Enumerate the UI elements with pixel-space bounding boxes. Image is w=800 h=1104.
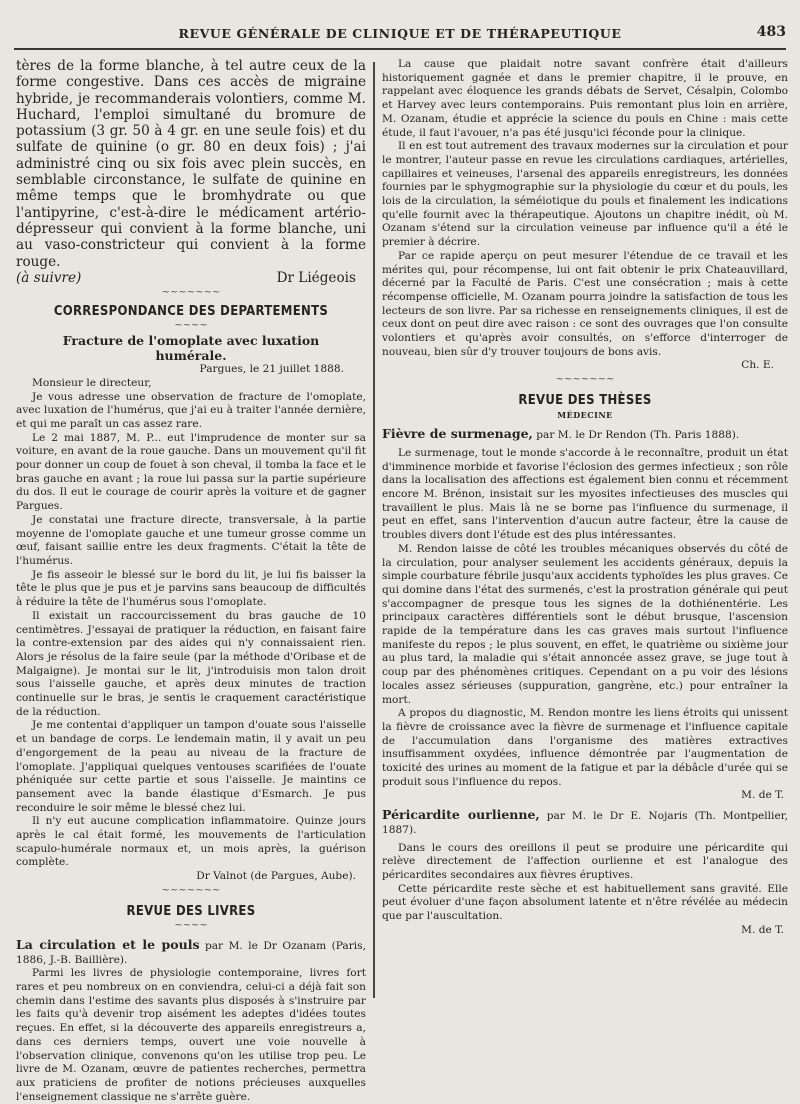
a-suivre-note: (à suivre) (16, 269, 82, 286)
fracture-paragraph: Je vous adresse une observation de fracture de l'omoplate, avec luxation de l'humérus, que j'ai eu à traiter l'année dernière, et qui me paraît un cas assez rare. (16, 390, 366, 430)
fracture-paragraph: Je fis asseoir le blessé sur le bord du lit, je lui fis baisser la tête le plus que je pus et je parvins sans beaucoup de difficultés à réduire la tête de l'humérus sous l'omoplate. (16, 568, 366, 609)
article-heading-surmenage (382, 426, 788, 443)
signature-m-de-t: M. de T. (741, 789, 784, 802)
livres-continuation: Par ce rapide aperçu on peut mesurer l'étendue de ce travail et les mérites qui, pour récompense, lui ont fait obtenir le prix Chateauvillard, décerné par la Faculté de Paris. C'est une consécration ; mais à cette récompense officielle, M. Ozanam pourra joindre la satisfaction de tous les lecteurs de son livre. Par sa richesse en renseignements cliniques, il est de ceux dont on peut dire avec raison : ce sont des ouvrages que l'on consulte volontiers et qu'après avoir consultés, on s'efforce d'interroger de nouveau, bien sûr d'y trouver toujours de bons avis. (382, 249, 788, 358)
fracture-paragraph: Il n'y eut aucune complication inflammatoire. Quinze jours après le cal était formé, les mouvements de l'articulation scapulo-humérale normaux et, un mois après, la guérison complète. (16, 815, 366, 869)
article-title-author: par M. le Dr E. Nojaris (Th. Montpellier, 1887). (382, 810, 788, 836)
surmenage-paragraph: Le surmenage, tout le monde s'accorde à le reconnaître, produit un état d'imminence morbide et favorise l'éclosion des germes infectieux ; son rôle dans la localisation des affections est également bien connu et récemment encore M. Brénon, insistait sur les myosites infectieuses des muscles qui travaillent le plus. Mais là ne se borne pas l'influence du surmenage, il peut en effet, sans l'intervention d'aucun autre facteur, être la cause de troubles divers dont l'étude est des plus intéressantes. (382, 446, 788, 542)
section-theses: REVUE DES THÈSES (518, 393, 652, 409)
page-number: 483 (756, 24, 786, 40)
surmenage-paragraph: A propos du diagnostic, M. Rendon montre les liens étroits qui unissent la fièvre de croissance avec la fièvre de surmenage et l'influence capitale de l'accumulation dans l'organisme des matières extractives insuffisamment oxydées, influence démontrée par l'augmentation de toxicité des urines au moment de la fatigue et par la débâcle d'urée qui se produit sous l'influence du repos. (382, 707, 788, 788)
article-title-author: par M. le Dr Rendon (Th. Paris 1888). (532, 429, 740, 442)
article-title-author: par M. le Dr Ozanam (Paris, 1886, J.-B. Baillière). (16, 939, 366, 966)
page-header (14, 24, 786, 50)
livres-paragraph: Parmi les livres de physiologie contemporaine, livres fort rares et peu nombreux on en conviendra, celui-ci a déjà fait son chemin dans l'estime des savants plus disposés à s'instruire par les faits qu'à devenir trop aisément les adeptes d'idées toutes reçues. En effet, si la découverte des appareils enregistreurs a, dans ces derniers temps, ouvert une voie nouvelle à l'observation clinique, convenons qu'on les utilise trop peu. Le livre de M. Ozanam, œuvre de patientes recherches, permettra aux praticiens de profiter de notions précieuses auxquelles l'enseignement classique ne s'arrête guère. (16, 967, 366, 1103)
migraine-continuation: tères de la forme blanche, à tel autre ceux de la forme congestive. Dans ces accès de migraine hybride, je recommanderais volontiers, comme M. Huchard, l'emploi simultané du bromure de potassium (3 gr. 50 à 4 gr. en une seule fois) et du sulfate de quinine (o gr. 80 en deux fois) ; j'ai administré cinq ou six fois avec plein succès, en semblable circonstance, le sulfate de quinine en même temps que le bromhydrate ou que l'antipyrine, c'est-à-dire le médicament artério-dépresseur qui convient à la forme blanche, uni au vaso-constricteur qui convient à la forme rouge. (16, 58, 366, 270)
signature-valnot: Dr Valnot (de Pargues, Aube). (196, 870, 356, 883)
right-column (382, 58, 788, 1040)
signature-row (16, 270, 366, 286)
section-livres: REVUE DES LIVRES (126, 903, 256, 919)
article-heading-pericardite (382, 807, 788, 837)
fracture-paragraph: Le 2 mai 1887, M. P... eut l'imprudence de monter sur sa voiture, en avant de la roue gauche. Dans un mouvement qu'il fit pour donner un coup de fouet à son cheval, il tomba la face et le bras gauche en avant ; la roue lui passa sur la partie supérieure du dos. Il eut le courage de courir après la voiture et de gagner Pargues. (16, 431, 366, 513)
fracture-paragraph: Je me contentai d'appliquer un tampon d'ouate sous l'aisselle et un bandage de corps. Le lendemain matin, il y avait un peu d'engorgement de la peau au niveau de la fracture de l'omoplate. J'appliquai quelques ventouses scarifiées de l'ouate phéniquée sur cette partie et sous l'aisselle. Je maintins ce pansement avec la bande élastique d'Esmarch. Je pus reconduire le soir même le blessé chez lui. (16, 719, 366, 814)
column-divider (373, 62, 375, 998)
pericardite-paragraph: Cette péricardite reste sèche et est habituellement sans gravité. Elle peut évoluer d'une façon absolument latente et n'être révélée au médecin que par l'auscultation. (382, 882, 788, 923)
ornament-divider: ~~~~ (174, 919, 208, 931)
article-heading-circulation (16, 937, 366, 967)
subsection-medecine: MÉDECINE (557, 410, 613, 421)
pericardite-paragraph: Dans le cours des oreillons il peut se produire une péricardite qui relève directement de l'affection ourlienne et est l'analogue des péricardites secondaires aux fièvres éruptives. (382, 841, 788, 881)
ornament-divider: ~~~~ (174, 320, 208, 332)
article-title-fracture: Fracture de l'omoplate avec luxation humérale. (62, 333, 320, 364)
signature-ch-e: Ch. E. (741, 359, 774, 372)
signature-m-de-t: M. de T. (741, 923, 784, 936)
left-column (16, 58, 366, 1103)
surmenage-paragraph: M. Rendon laisse de côté les troubles mécaniques observés du côté de la circulation, pour analyser seulement les accidents généraux, depuis la simple courbature fébrile jusqu'aux accidents typhoïdes les plus graves. Ce qui domine dans l'état des surmenés, c'est la prostration générale qui peut s'accompagner de presque tous les signes de la dothiénentérie. Les principaux caractères différentiels sont le début brusque, l'ascension rapide de la température dans les cas graves mais surtout l'influence manifeste du repos ; le plus souvent, en effet, le quatrième ou sixième jour au plus tard, la maladie qui s'était annoncée assez grave, se juge tout à coup par des phénomènes critiques. Cependant on a pu voir des lésions locales assez sérieuses (suppuration, gangrène, etc.) pour entraîner la mort. (382, 542, 788, 706)
signature-liegeois: Dr Liégeois (276, 269, 356, 286)
article-title-circulation: La circulation et le pouls (16, 936, 200, 952)
livres-continuation: Il en est tout autrement des travaux modernes sur la circulation et pour le montrer, l'auteur passe en revue les circulations cardiaques, artérielles, capillaires et veineuses, l'arsenal des appareils enregistreurs, les données fournies par le sphygmographie sur la physiologie du cœur et du pouls, les lois de la circulation, la séméiotique du pouls et finalement les indications qu'elle fournit avec la thérapeutique. Ajoutons un chapitre inédit, où M. Ozanam s'étend sur la circulation veineuse par influence qu'il a été le premier à décrire. (382, 140, 788, 249)
salutation: Monsieur le directeur, (32, 376, 152, 389)
section-correspondance: CORRESPONDANCE DES DEPARTEMENTS (53, 304, 329, 320)
place-date: Pargues, le 21 juillet 1888. (199, 363, 344, 376)
ornament-divider: ~~~~~~~ (161, 884, 221, 896)
article-title-pericardite: Péricardite ourlienne, (382, 807, 540, 823)
livres-continuation: La cause que plaidait notre savant confrère était d'ailleurs historiquement gagnée et dans le premier chapitre, il le prouve, en rappelant avec éloquence les grands débats de Servet, Césalpin, Colombo et Harvey avec leurs contemporains. Puis remontant plus loin en arrière, M. Ozanam, étudie et apprécie la science du pouls en Chine : mais cette étude, il faut l'avouer, n'a pas été jusqu'ici féconde pour la clinique. (382, 58, 788, 139)
ornament-divider: ~~~~~~~ (555, 374, 615, 386)
fracture-paragraph: Il existait un raccourcissement du bras gauche de 10 centimètres. J'essayai de pratiquer la réduction, en faisant faire la contre-extension par des aides qui n'y connaissaient rien. Alors je résolus de la faire seule (par la méthode d'Oribase et de Malgaigne). Je montai sur le lit, j'introduisis mon talon droit sous l'aisselle gauche, et après deux minutes de traction continuelle sur le bras, je sentis le craquement caractéristique de la réduction. (16, 609, 366, 718)
article-title-surmenage: Fièvre de surmenage, (382, 426, 533, 442)
ornament-divider: ~~~~~~~ (161, 287, 221, 299)
journal-title: REVUE GÉNÉRALE DE CLINIQUE ET DE THÉRAPEUTIQUE (178, 26, 622, 41)
fracture-paragraph: Je constatai une fracture directe, transversale, à la partie moyenne de l'omoplate gauche et une tumeur grosse comme un œuf, faisant saillie entre les deux fragments. C'était la tête de l'humérus. (16, 513, 366, 567)
